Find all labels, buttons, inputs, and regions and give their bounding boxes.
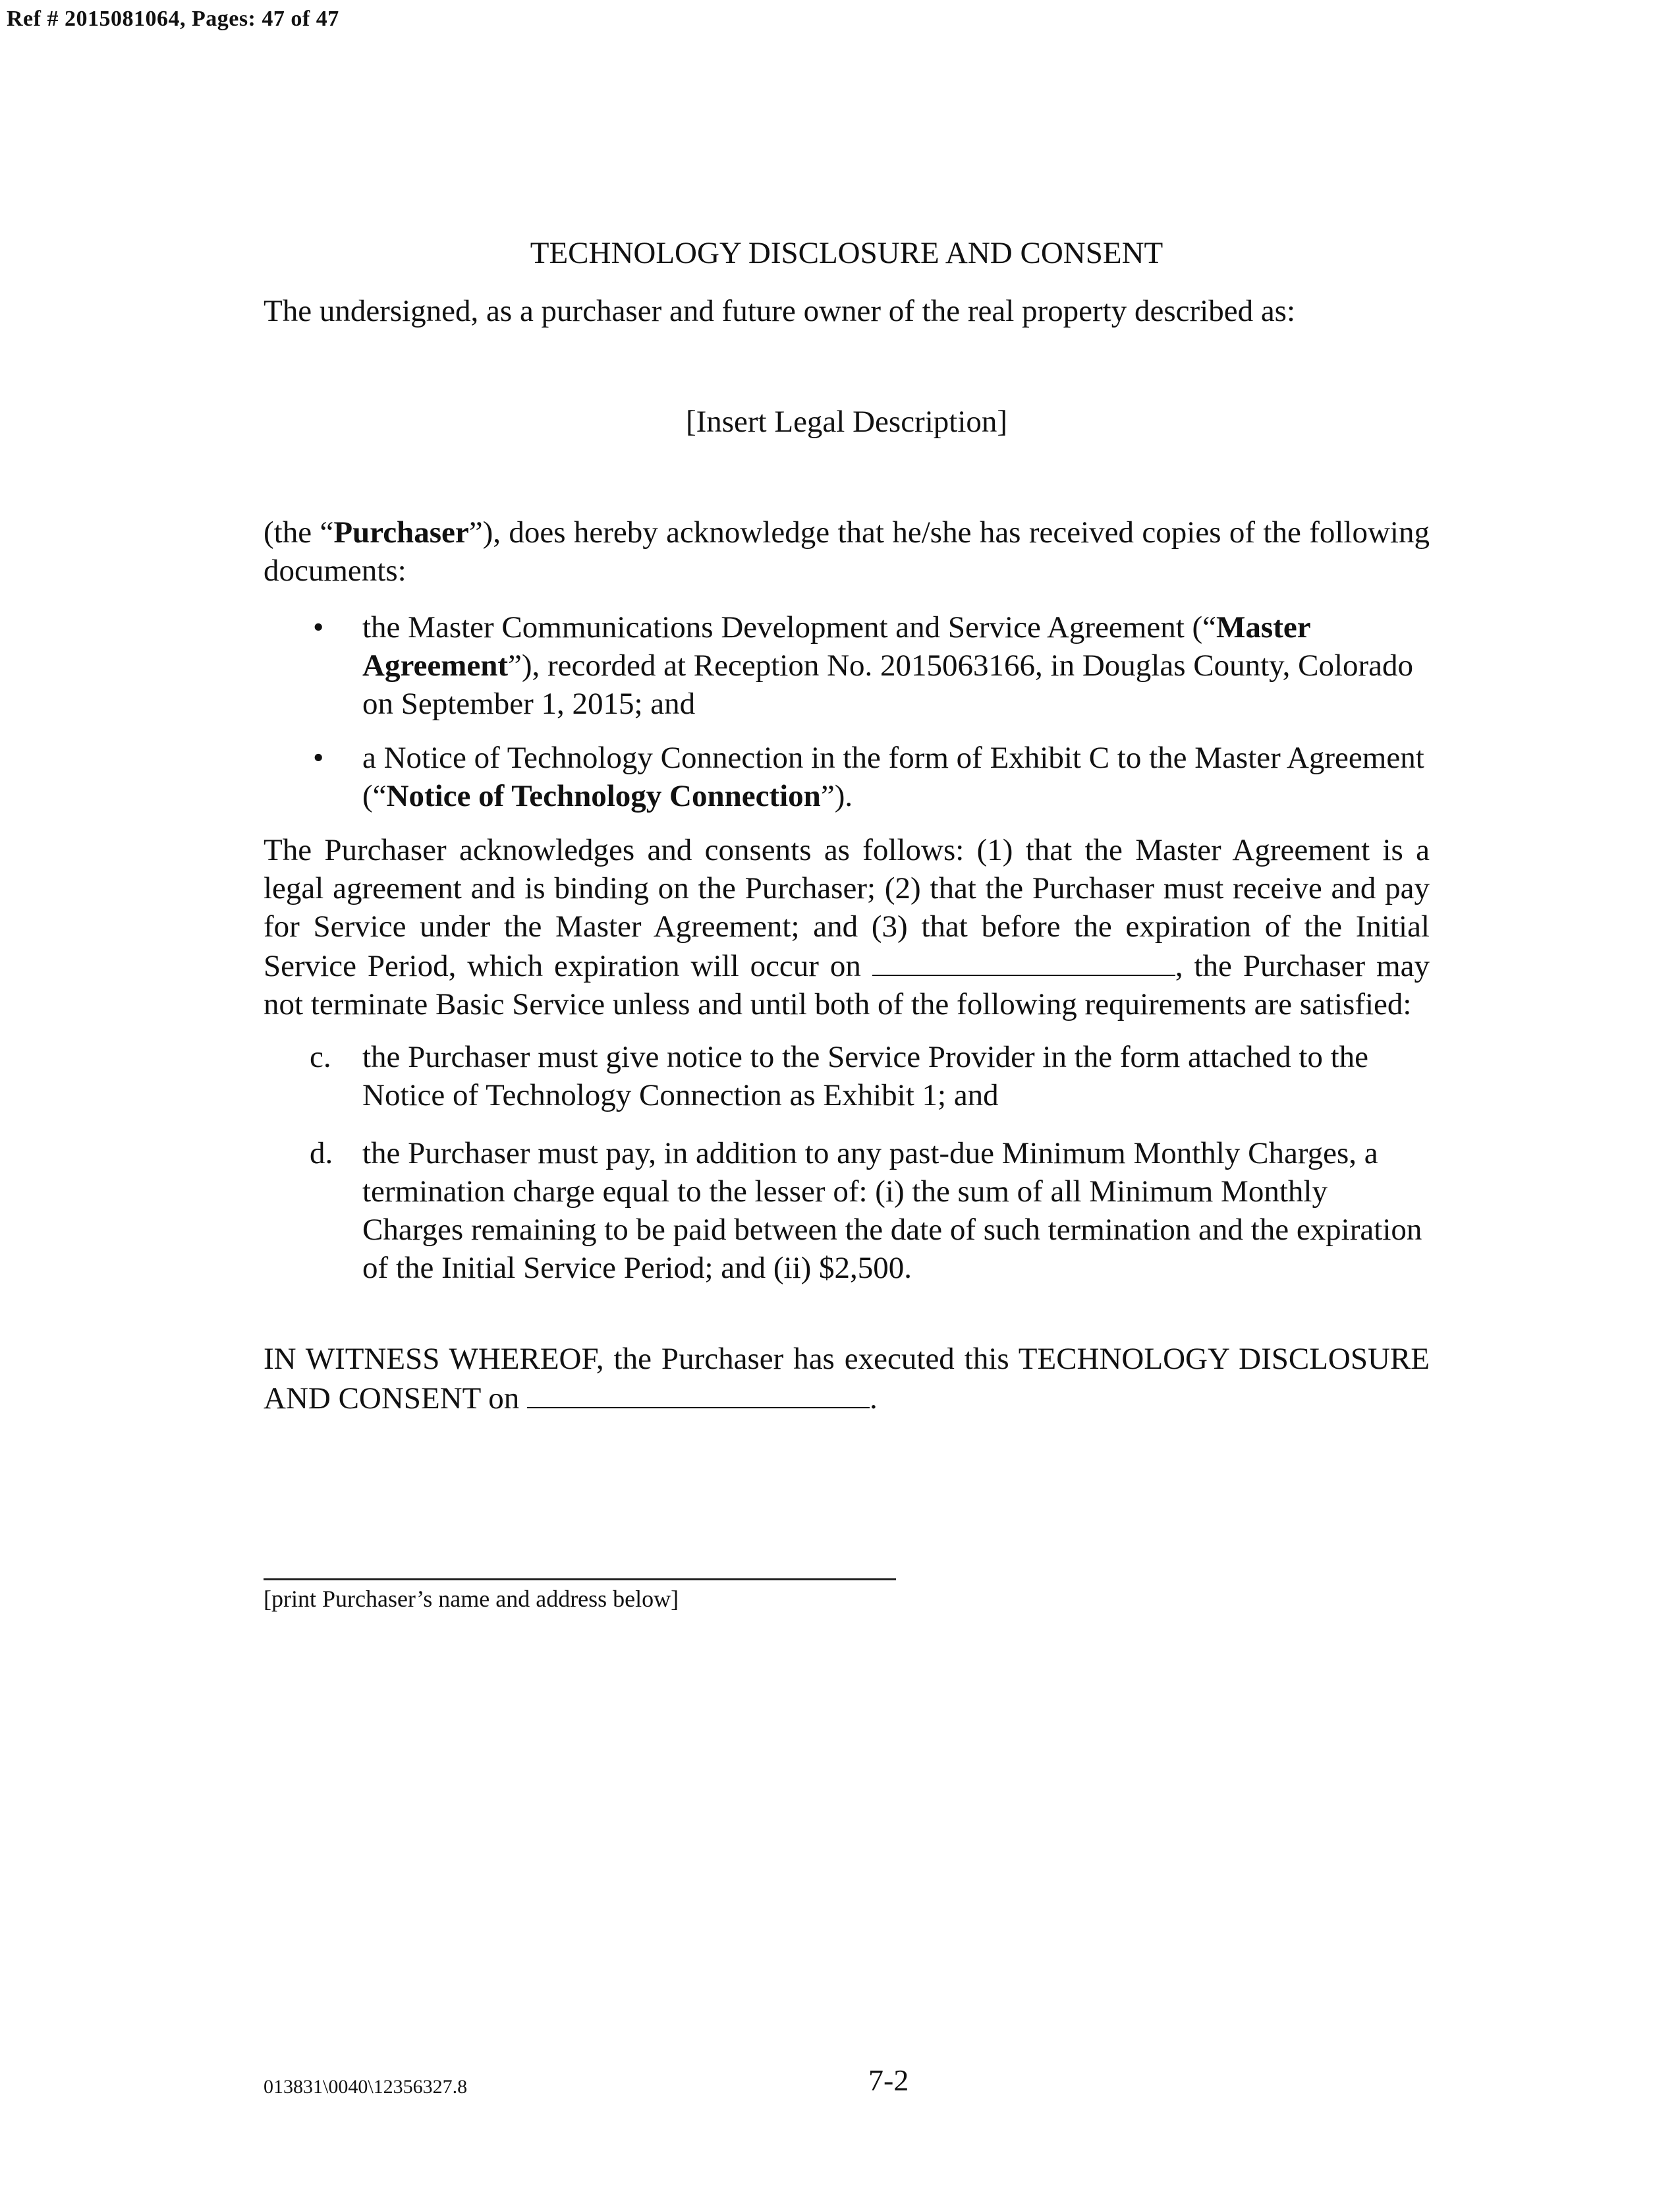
list-item: c. the Purchaser must give notice to the Service Provider in the form attached to the Notice of Technology Connection as Exhibit 1; and bbox=[264, 1038, 1430, 1114]
list-marker: c. bbox=[310, 1040, 331, 1074]
acknowledgement-paragraph: (the “Purchaser”), does hereby acknowledge that he/she has received copies of the following documents: bbox=[264, 515, 1430, 588]
bullet-icon: • bbox=[313, 610, 324, 645]
list-item: • a Notice of Technology Connection in the form of Exhibit C to the Master Agreement (“Notice of Technology Connection”). bbox=[264, 739, 1430, 815]
footer-document-ref: 013831\0040\12356327.8 bbox=[264, 2076, 468, 2098]
list-marker: d. bbox=[310, 1136, 333, 1170]
document-title: TECHNOLOGY DISCLOSURE AND CONSENT bbox=[530, 236, 1163, 270]
witness-paragraph: IN WITNESS WHEREOF, the Purchaser has executed this TECHNOLOGY DISCLOSURE AND CONSENT on . bbox=[264, 1342, 1430, 1416]
reference-header: Ref # 2015081064, Pages: 47 of 47 bbox=[7, 7, 339, 31]
intro-paragraph: The undersigned, as a purchaser and future owner of the real property described as: bbox=[264, 294, 1296, 328]
legal-description-placeholder: [Insert Legal Description] bbox=[685, 405, 1008, 439]
consent-paragraph: The Purchaser acknowledges and consents as follows: (1) that the Master Agreement is a legal agreement and is binding on the Purchaser; (2) that the Purchaser must receive and pay for Service under the Master Agreement; and (3) that before the expiration of the Initial Service Period, which expiration will occur on , the Purchaser may not terminate Basic Service unless and until both of the following requirements are satisfied: bbox=[264, 833, 1430, 1021]
list-item: • the Master Communications Development and Service Agreement (“Master Agreement”), recorded at Reception No. 2015063166, in Douglas County, Colorado on September 1, 2015; and bbox=[264, 608, 1430, 723]
signature-line[interactable] bbox=[264, 1578, 896, 1580]
execution-date-blank[interactable] bbox=[527, 1378, 870, 1408]
documents-list bbox=[264, 608, 1430, 815]
signature-caption: [print Purchaser’s name and address below] bbox=[264, 1586, 679, 1612]
bullet-icon: • bbox=[313, 741, 324, 775]
document-body bbox=[264, 234, 1430, 1418]
list-item: d. the Purchaser must pay, in addition to any past-due Minimum Monthly Charges, a termination charge equal to the lesser of: (i) the sum of all Minimum Monthly Charges remaining to be paid between the date of such termination and the expiration of the Initial Service Period; and (ii) $2,500. bbox=[264, 1134, 1430, 1287]
page-number: 7-2 bbox=[868, 2063, 909, 2097]
expiration-date-blank[interactable] bbox=[872, 946, 1175, 976]
requirements-list bbox=[264, 1038, 1430, 1287]
